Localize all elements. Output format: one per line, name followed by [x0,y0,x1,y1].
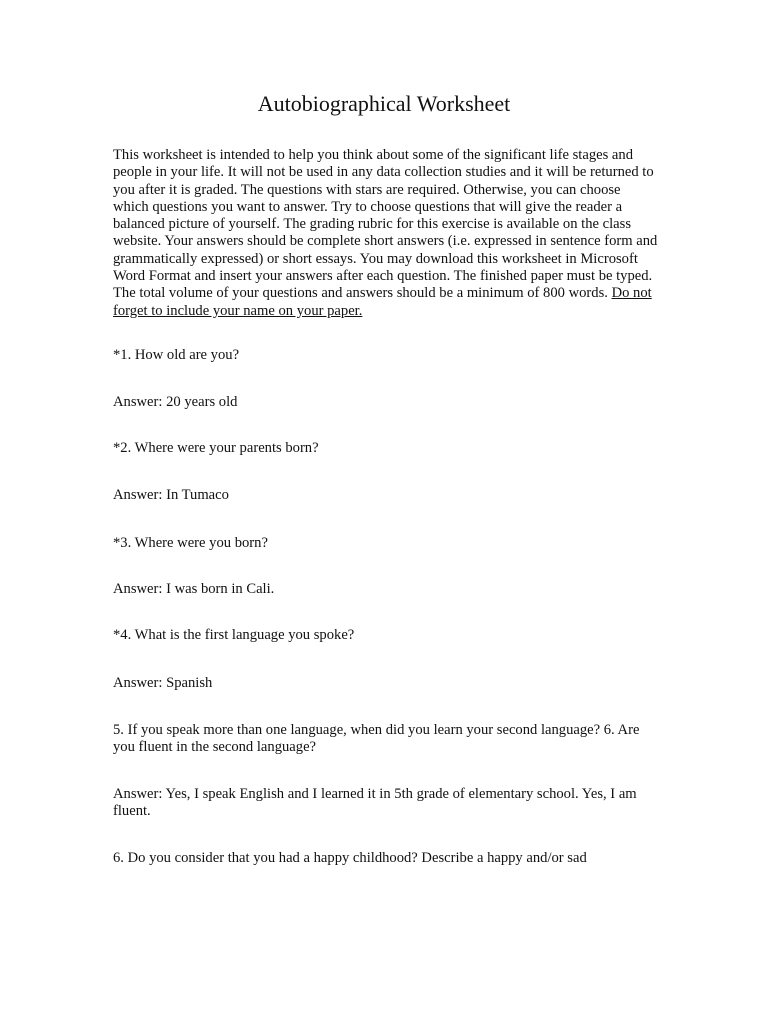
page-title: Autobiographical Worksheet [257,91,511,116]
question-4: *4. What is the first language you spoke? [113,627,355,643]
question-5: 5. If you speak more than one language, when did you learn your second language? 6. Are you fluent in the second language? [113,722,640,756]
intro-paragraph [113,147,658,320]
answer-2: Answer: In Tumaco [113,487,229,503]
answer-3: Answer: I was born in Cali. [113,581,275,597]
answer-5: Answer: Yes, I speak English and I learned it in 5th grade of elementary school. Yes, I am fluent. [113,786,637,820]
intro-text: This worksheet is intended to help you think about some of the significant life stages and people in your life. It will not be used in any data collection studies and it will be returned to you after it is graded. The questions with stars are required. Otherwise, you can choose which questions you want to answer. Try to choose questions that will give the reader a balanced picture of yourself. The grading rubric for this exercise is available on the class website. Your answers should be complete short answers (i.e. expressed in sentence form and grammatically expressed) or short essays. You may download this worksheet in Microsoft Word Format and insert your answers after each question. The finished paper must be typed. The total volume of your questions and answers should be a minimum of 800 words. [113,147,658,302]
intro-underlined-note: Do not forget to include your name on your paper. [113,285,652,319]
question-3: *3. Where were you born? [113,535,268,551]
question-6: 6. Do you consider that you had a happy childhood? Describe a happy and/or sad [113,850,587,866]
question-1: *1. How old are you? [113,347,240,363]
question-2: *2. Where were your parents born? [113,440,319,456]
answer-4: Answer: Spanish [113,675,213,691]
answer-1: Answer: 20 years old [113,394,238,410]
